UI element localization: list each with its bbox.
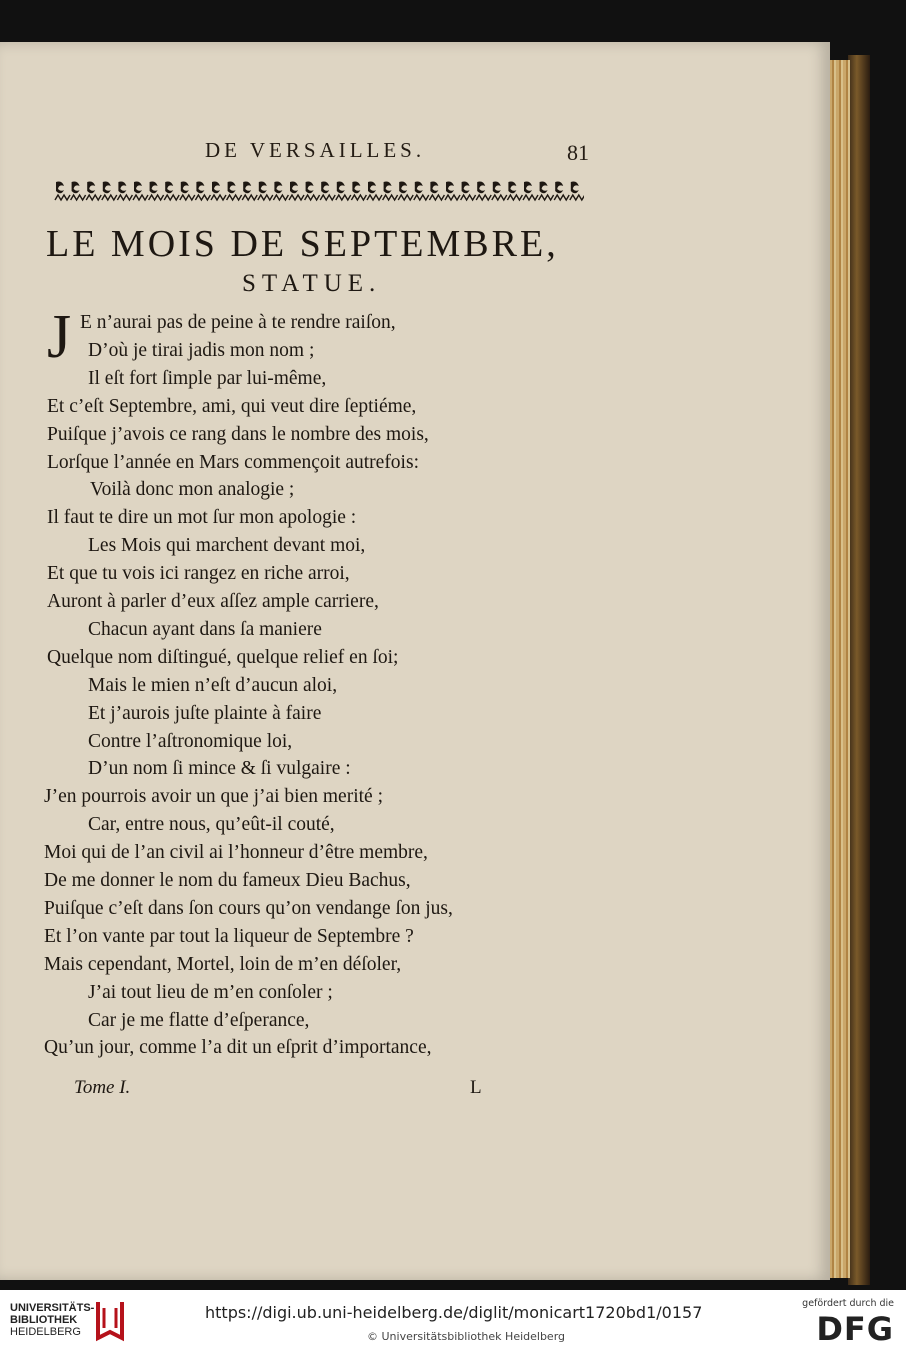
- ornament-glyph: [524, 182, 532, 194]
- poem-line: Et que tu vois ici rangez en riche arroi,: [47, 563, 350, 585]
- ornament-glyph: [555, 182, 563, 194]
- ornament-glyph: [383, 195, 398, 200]
- ornament-glyph: [118, 182, 126, 194]
- volume-signature: Tome I.: [74, 1077, 131, 1098]
- poem-line: Et c’eſt Septembre, ami, qui veut dire ſeptiéme,: [47, 395, 417, 417]
- poem-line: Il eſt fort ſimple par lui-même,: [88, 367, 327, 389]
- ornament-glyph: [290, 182, 298, 194]
- ornament-glyph: [352, 182, 360, 194]
- ornament-glyph: [134, 182, 142, 194]
- ornament-glyph: [539, 195, 554, 200]
- ornament-glyph: [367, 195, 382, 200]
- ornament-glyph: [72, 182, 80, 194]
- poem-line: Lorſque l’année en Mars commençoit autrefois:: [47, 451, 419, 473]
- permalink-url[interactable]: https://digi.ub.uni-heidelberg.de/diglit/monicart1720bd1/0157: [205, 1303, 703, 1322]
- poem-line: Qu’un jour, comme l’a dit un eſprit d’importance,: [44, 1037, 432, 1059]
- library-name: [10, 1302, 94, 1338]
- poem-line: Puiſque j’avois ce rang dans le nombre des mois,: [47, 423, 429, 445]
- book-spine: [848, 55, 870, 1285]
- ornament-glyph: [87, 182, 95, 194]
- ornament-glyph: [336, 195, 351, 200]
- poem-line: J’en pourrois avoir un que j’ai bien merité ;: [44, 786, 383, 808]
- poem-line: Et j’aurois juſte plainte à faire: [88, 702, 322, 724]
- ornament-glyph: [430, 182, 438, 194]
- viewer-footer: [0, 1290, 906, 1355]
- ornament-glyph: [399, 182, 407, 194]
- poem-line: Car je me flatte d’eſperance,: [88, 1009, 310, 1031]
- drop-cap: J: [47, 303, 72, 371]
- dfg-logo: DFG: [816, 1310, 894, 1348]
- library-line-1: UNIVERSITÄTS-: [10, 1302, 95, 1314]
- library-line-3: HEIDELBERG: [10, 1326, 81, 1338]
- ornament-glyph: [368, 182, 376, 194]
- gathering-signature: L: [470, 1077, 482, 1098]
- ornament-glyph: [476, 195, 491, 200]
- ornament-glyph: [445, 195, 460, 200]
- ornament-glyph: [477, 182, 485, 194]
- chapter-title: LE MOIS DE SEPTEMBRE,: [46, 223, 559, 265]
- poem-line: Voilà donc mon analogie ;: [90, 479, 295, 501]
- ornament-glyph: [384, 182, 392, 194]
- ornament-glyph: [429, 195, 444, 200]
- ornament-glyph: [273, 195, 288, 200]
- poem-line: Il faut te dire un mot ſur mon apologie :: [47, 507, 357, 529]
- ornament-glyph: [86, 195, 101, 200]
- ornament-glyph: [571, 182, 579, 194]
- ornament-glyph: [102, 195, 117, 200]
- ornament-glyph: [212, 182, 220, 194]
- ornament-glyph: [274, 182, 282, 194]
- ornament-glyph: [461, 195, 476, 200]
- ornament-glyph: [305, 195, 320, 200]
- ornament-glyph: [259, 182, 267, 194]
- ornament-glyph: [55, 195, 70, 200]
- poem-line: Les Mois qui marchent devant moi,: [88, 535, 366, 557]
- ornament-glyph: [540, 182, 548, 194]
- poem-line: Car, entre nous, qu’eût-il couté,: [88, 814, 335, 836]
- ornament-glyph: [165, 182, 173, 194]
- ornament-glyph: [164, 195, 179, 200]
- ornament-glyph: [211, 195, 226, 200]
- library-logo-icon: [92, 1298, 128, 1344]
- ornament-glyph: [71, 195, 86, 200]
- ornament-glyph: [180, 195, 195, 200]
- poem-line: J’ai tout lieu de m’en conſoler ;: [88, 981, 333, 1003]
- ornament-glyph: [554, 195, 569, 200]
- ornament-glyph: [56, 182, 64, 194]
- ornament-glyph: [149, 195, 164, 200]
- page-number: 81: [567, 140, 589, 165]
- ornament-glyph: [523, 195, 538, 200]
- poem-line: Quelque nom diſtingué, quelque relief en ſoi;: [47, 646, 399, 668]
- poem-line: D’un nom ſi mince & ſi vulgaire :: [88, 758, 351, 780]
- ornament-glyph: [243, 182, 251, 194]
- ornament-glyph: [195, 195, 210, 200]
- poem-line: E n’aurai pas de peine à te rendre raiſon,: [80, 312, 396, 333]
- poem-line: Mais le mien n’eſt d’aucun aloi,: [88, 674, 338, 696]
- ornament-glyph: [117, 195, 132, 200]
- poem-line: Chacun ayant dans ſa maniere: [88, 618, 322, 640]
- ornament-glyph: [289, 195, 304, 200]
- ornament-glyph: [508, 182, 516, 194]
- funding-note: gefördert durch die: [802, 1298, 894, 1309]
- poem-line: Contre l’aſtronomique loi,: [88, 730, 293, 752]
- ornament-glyph: [462, 182, 470, 194]
- ornament-glyph: [446, 182, 454, 194]
- ornament-glyph: [492, 195, 507, 200]
- ornament-glyph: [258, 195, 273, 200]
- ornament-glyph: [414, 195, 429, 200]
- ornament-glyph: [196, 182, 204, 194]
- ornament-glyph: [306, 182, 314, 194]
- chapter-subtitle: STATUE.: [242, 270, 382, 297]
- ornament-glyph: [570, 195, 584, 200]
- ornament-glyph: [398, 195, 413, 200]
- poem-line: Et l’on vante par tout la liqueur de Septembre ?: [44, 925, 414, 947]
- ornament-glyph: [227, 195, 242, 200]
- ornament-glyph: [103, 182, 111, 194]
- ornament-glyph: [321, 182, 329, 194]
- ornament-glyph: [493, 182, 501, 194]
- running-header: DE VERSAILLES.: [205, 138, 426, 162]
- ornament-glyph: [133, 195, 148, 200]
- library-line-2: BIBLIOTHEK: [10, 1314, 78, 1326]
- ornament-glyph: [415, 182, 423, 194]
- ornament-glyph: [337, 182, 345, 194]
- ornament-glyph: [242, 195, 257, 200]
- ornament-glyph: [507, 195, 522, 200]
- poem-line: Puiſque c’eſt dans ſon cours qu’on vendange ſon jus,: [44, 897, 453, 919]
- ornament-glyph: [351, 195, 366, 200]
- poem-line: Moi qui de l’an civil ai l’honneur d’être membre,: [44, 842, 428, 864]
- copyright-notice: © Universitätsbibliothek Heidelberg: [367, 1330, 566, 1343]
- poem-line: Mais cependant, Mortel, loin de m’en déſoler,: [44, 953, 402, 975]
- ornament-glyph: [320, 195, 335, 200]
- poem-line: Auront à parler d’eux aſſez ample carriere,: [47, 591, 379, 612]
- ornament-glyph: [228, 182, 236, 194]
- poem-line: De me donner le nom du fameux Dieu Bachus,: [44, 870, 411, 891]
- poem-line: D’où je tirai jadis mon nom ;: [88, 339, 315, 361]
- ornament-glyph: [150, 182, 158, 194]
- ornament-band: [50, 178, 584, 210]
- ornament-glyph: [181, 182, 189, 194]
